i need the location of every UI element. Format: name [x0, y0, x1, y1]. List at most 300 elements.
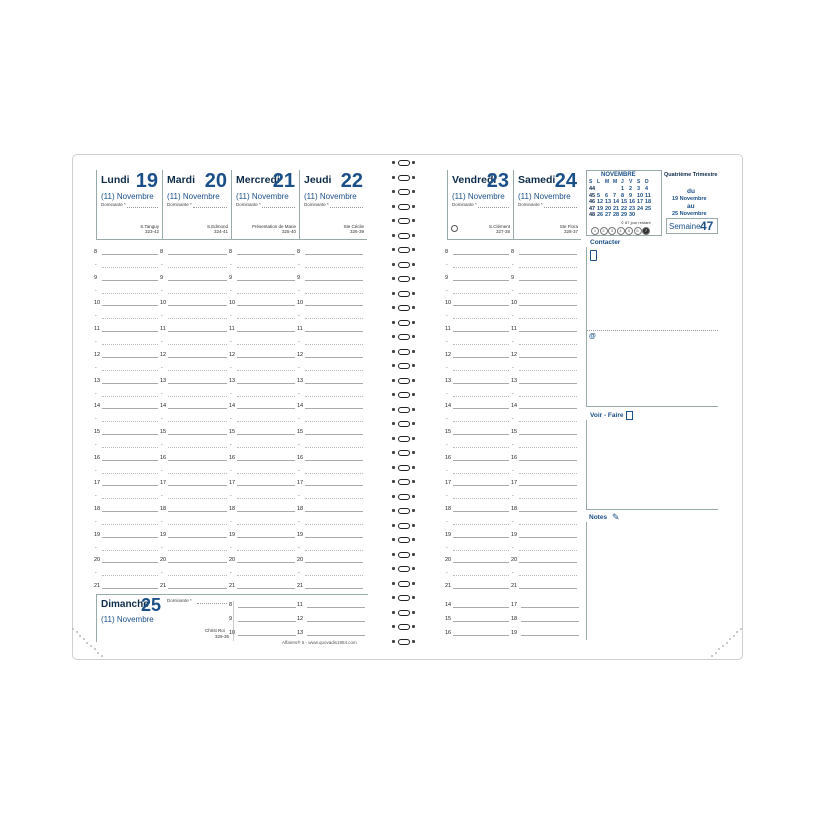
half-mark: -: [95, 390, 97, 397]
half-line: [102, 421, 158, 422]
saint-code: 323-42: [144, 229, 159, 234]
perforation-dot: [715, 652, 717, 654]
spiral-ring: [398, 247, 410, 253]
hour-line: [238, 607, 296, 608]
hour-label: 15: [297, 428, 304, 435]
hour-line: [305, 280, 363, 281]
hour-line: [453, 434, 509, 435]
hour-label: 17: [94, 480, 101, 487]
hour-line: [102, 588, 158, 589]
calendar-day: 12: [597, 199, 604, 205]
calendar-day: 28: [613, 212, 620, 218]
hour-line: [519, 305, 577, 306]
semaine-label: Semaine: [669, 222, 701, 231]
hour-label: 12: [511, 351, 518, 358]
spiral-hole: [412, 480, 415, 483]
hour-line: [453, 562, 509, 563]
hour-line: [238, 635, 296, 636]
half-mark: -: [298, 441, 300, 448]
calendar-weekday: L: [597, 179, 601, 185]
saint-code: 325-40: [281, 229, 296, 234]
day-number: 20: [204, 170, 227, 192]
hour-label: 17: [229, 480, 236, 487]
half-line: [102, 498, 158, 499]
day-header: [299, 170, 367, 240]
perforation-dot: [726, 642, 728, 644]
hour-line: [102, 460, 158, 461]
sunday-name: Dimanche: [101, 599, 149, 610]
calendar-day: 17: [637, 199, 644, 205]
saint-name: Ste Cécile: [343, 224, 364, 229]
hour-line: [102, 357, 158, 358]
half-mark: -: [446, 519, 448, 525]
notes-section: [586, 522, 718, 640]
half-mark: -: [230, 519, 232, 525]
half-line: [102, 318, 158, 319]
hour-line: [168, 588, 227, 589]
calendar-day: 18: [645, 199, 652, 205]
day-name: Mardi: [167, 174, 196, 186]
half-line: [305, 370, 363, 371]
at-icon: @: [589, 333, 596, 340]
spiral-hole: [392, 538, 395, 541]
perforation-dot: [722, 645, 724, 647]
calendar-day: 4: [645, 186, 649, 192]
hour-line: [102, 511, 158, 512]
day-month: (11) Novembre: [452, 192, 505, 201]
hour-line: [237, 434, 295, 435]
hour-line: [519, 254, 577, 255]
half-mark: -: [161, 441, 163, 448]
half-line: [237, 318, 295, 319]
day-name: Lundi: [101, 174, 130, 186]
spiral-hole: [392, 277, 395, 280]
contacter-divider: [586, 330, 718, 331]
hour-line: [519, 280, 577, 281]
spiral-hole: [392, 205, 395, 208]
dominante-line: [478, 207, 509, 208]
half-mark: -: [230, 339, 232, 346]
hour-label: 19: [445, 531, 452, 538]
spiral-ring: [398, 566, 410, 572]
half-line: [453, 396, 509, 397]
half-line: [168, 421, 227, 422]
calendar-weekday: S: [589, 179, 593, 185]
spiral-hole: [392, 321, 395, 324]
hour-label: 14: [445, 403, 452, 410]
half-line: [305, 524, 363, 525]
hour-label: 8: [229, 602, 233, 608]
hour-line: [453, 621, 509, 622]
spiral-hole: [412, 176, 415, 179]
half-mark: -: [512, 519, 514, 525]
spiral-hole: [392, 451, 395, 454]
hour-line: [237, 562, 295, 563]
hour-line: [453, 537, 509, 538]
hour-line: [237, 511, 295, 512]
half-mark: -: [95, 416, 97, 423]
day-header: [162, 170, 231, 240]
hour-label: 18: [229, 506, 236, 512]
hour-line: [102, 562, 158, 563]
saint-code: 324-41: [213, 229, 228, 234]
spiral-hole: [392, 480, 395, 483]
half-mark: -: [161, 416, 163, 423]
hour-label: 14: [160, 403, 167, 410]
hour-label: 19: [94, 531, 101, 538]
spiral-hole: [412, 567, 415, 570]
spiral-hole: [392, 422, 395, 425]
hour-label: 19: [160, 531, 167, 538]
calendar-day: 6: [605, 192, 609, 199]
hour-label: 17: [160, 480, 167, 487]
calendar-dot: 1: [591, 227, 599, 235]
calendar-day: 9: [629, 192, 633, 199]
spiral-hole: [392, 553, 395, 556]
half-mark: -: [230, 467, 232, 474]
calendar-day: 7: [613, 192, 617, 199]
half-line: [237, 473, 295, 474]
calendar-day: 30: [629, 212, 636, 218]
hour-line: [305, 511, 363, 512]
half-line: [453, 498, 509, 499]
hour-line: [519, 511, 577, 512]
hour-label: 16: [445, 454, 452, 461]
hour-line: [453, 511, 509, 512]
hour-line: [237, 331, 295, 332]
spiral-ring: [398, 508, 410, 514]
half-line: [168, 575, 227, 576]
hour-line: [519, 434, 577, 435]
spiral-hole: [412, 234, 415, 237]
hour-line: [237, 254, 295, 255]
half-line: [519, 370, 577, 371]
spiral-ring: [398, 218, 410, 224]
spiral-hole: [412, 277, 415, 280]
hour-line: [102, 408, 158, 409]
half-line: [168, 498, 227, 499]
half-line: [519, 396, 577, 397]
calendar-day: 1: [621, 186, 625, 192]
hour-line: [519, 537, 577, 538]
half-line: [519, 318, 577, 319]
hour-line: [305, 434, 363, 435]
half-line: [305, 473, 363, 474]
spiral-ring: [398, 175, 410, 181]
hour-line: [519, 408, 577, 409]
half-line: [102, 447, 158, 448]
hour-label: 13: [94, 377, 101, 384]
day-number: 23: [486, 170, 509, 192]
hour-line: [168, 434, 227, 435]
hour-line: [237, 588, 295, 589]
hour-label: 21: [511, 583, 518, 590]
hour-label: 10: [297, 300, 304, 307]
half-mark: -: [161, 493, 163, 500]
hour-label: 17: [511, 480, 518, 487]
perforation-dot: [90, 645, 92, 647]
hour-line: [453, 408, 509, 409]
half-mark: -: [298, 339, 300, 346]
half-line: [237, 293, 295, 294]
half-mark: -: [161, 339, 163, 346]
calendar-day: 14: [613, 199, 620, 205]
hour-line: [168, 460, 227, 461]
hour-label: 8: [160, 249, 164, 255]
half-mark: -: [512, 287, 514, 294]
half-line: [305, 421, 363, 422]
hour-label: 9: [229, 274, 233, 281]
hour-label: 10: [160, 300, 167, 307]
day-name: Jeudi: [304, 174, 332, 186]
half-mark: -: [512, 339, 514, 346]
hour-line: [237, 460, 295, 461]
calendar-weekday: J: [621, 179, 624, 185]
spiral-hole: [392, 625, 395, 628]
hour-label: 8: [297, 249, 301, 255]
calendar-day: 44: [589, 186, 596, 192]
day-number: 19: [135, 170, 158, 192]
saint-name: Présentation de Marie: [251, 224, 296, 229]
dominante-line: [193, 207, 227, 208]
half-line: [237, 344, 295, 345]
spiral-ring: [398, 465, 410, 471]
hour-line: [238, 621, 296, 622]
half-line: [453, 524, 509, 525]
calendar-weekday: V: [629, 179, 633, 185]
spiral-hole: [412, 379, 415, 382]
half-mark: -: [161, 313, 163, 320]
calendar-day: 22: [621, 205, 628, 212]
hour-label: 15: [445, 428, 452, 435]
half-line: [453, 318, 509, 319]
hour-line: [305, 408, 363, 409]
spiral-ring: [398, 334, 410, 340]
hour-line: [168, 562, 227, 563]
spiral-ring: [398, 305, 410, 311]
notes-label: Notes: [589, 514, 608, 521]
half-line: [168, 293, 227, 294]
half-line: [102, 550, 158, 551]
half-mark: -: [230, 287, 232, 294]
spiral-ring: [398, 276, 410, 282]
calendar-dot: 4: [617, 227, 625, 235]
spiral-hole: [392, 335, 395, 338]
half-mark: -: [161, 467, 163, 474]
half-mark: -: [512, 493, 514, 500]
trimestre-au: au: [687, 203, 695, 210]
day-saint: [252, 224, 296, 234]
hour-label: 21: [445, 583, 452, 590]
hour-label: 11: [94, 326, 100, 333]
saint-name: S.Clément: [488, 224, 510, 229]
hour-line: [519, 562, 577, 563]
trimestre-title: Quatrième Trimestre: [664, 172, 718, 178]
hour-label: 16: [94, 454, 101, 461]
half-mark: -: [161, 262, 163, 268]
hour-line: [305, 305, 363, 306]
hour-line: [521, 635, 579, 636]
hour-label: 18: [94, 506, 101, 512]
half-mark: -: [446, 390, 448, 397]
hour-line: [305, 357, 363, 358]
calendar-weekday: M: [613, 179, 618, 185]
hour-label: 20: [445, 557, 452, 564]
half-mark: -: [161, 364, 163, 371]
hour-line: [168, 331, 227, 332]
half-mark: -: [298, 493, 300, 500]
spiral-ring: [398, 610, 410, 616]
hour-line: [453, 254, 509, 255]
spiral-hole: [392, 350, 395, 353]
hour-label: 14: [297, 403, 304, 410]
hour-label: 20: [160, 557, 167, 564]
semaine-num: 47: [700, 219, 714, 233]
spiral-hole: [412, 219, 415, 222]
half-mark: -: [446, 262, 448, 268]
spiral-ring: [398, 160, 410, 166]
spiral-hole: [392, 263, 395, 266]
half-line: [168, 550, 227, 551]
calendar-day: 29: [621, 212, 628, 218]
hour-label: 19: [511, 630, 518, 636]
calendar-day: 23: [629, 205, 636, 212]
hour-line: [237, 408, 295, 409]
hour-label: 18: [445, 506, 452, 512]
hour-label: 20: [297, 557, 304, 564]
half-line: [168, 524, 227, 525]
spiral-hole: [392, 567, 395, 570]
hour-line: [307, 607, 365, 608]
hour-label: 8: [229, 249, 233, 255]
circle-icon: [451, 225, 458, 232]
hour-label: 9: [94, 274, 98, 281]
saint-name: S.Edmond: [206, 224, 228, 229]
half-mark: -: [512, 364, 514, 371]
spiral-hole: [412, 422, 415, 425]
spiral-hole: [412, 263, 415, 266]
hour-label: 12: [94, 351, 101, 358]
hour-label: 8: [511, 249, 515, 255]
hour-label: 21: [229, 583, 236, 590]
half-line: [237, 575, 295, 576]
hour-line: [453, 280, 509, 281]
hour-label: 19: [297, 531, 304, 538]
spiral-hole: [392, 582, 395, 585]
mini-calendar-title: NOVEMBRE: [601, 172, 636, 178]
half-line: [453, 370, 509, 371]
half-line: [305, 550, 363, 551]
half-mark: -: [512, 313, 514, 320]
half-mark: -: [512, 441, 514, 448]
spiral-hole: [412, 205, 415, 208]
footer-left: Affaires® 5 - www.quovadis1954.com: [282, 640, 357, 645]
spiral-ring: [398, 320, 410, 326]
spiral-hole: [412, 495, 415, 498]
spiral-ring: [398, 639, 410, 645]
hour-line: [168, 305, 227, 306]
spiral-ring: [398, 378, 410, 384]
spiral-hole: [412, 451, 415, 454]
hour-label: 14: [445, 602, 452, 608]
spiral-ring: [398, 450, 410, 456]
half-mark: -: [230, 390, 232, 397]
hour-line: [453, 588, 509, 589]
hour-line: [237, 305, 295, 306]
half-line: [168, 318, 227, 319]
day-saint: [560, 224, 578, 234]
hour-label: 9: [445, 274, 449, 281]
dominante-line: [127, 207, 158, 208]
perforation-dot: [72, 628, 74, 630]
hour-label: 17: [445, 480, 452, 487]
hour-label: 18: [297, 506, 304, 512]
hour-label: 16: [511, 454, 518, 461]
hour-line: [519, 331, 577, 332]
hour-label: 9: [297, 274, 301, 281]
half-mark: -: [230, 570, 232, 577]
hour-line: [168, 254, 227, 255]
hour-line: [168, 408, 227, 409]
half-line: [519, 473, 577, 474]
half-line: [519, 524, 577, 525]
half-line: [519, 498, 577, 499]
hour-label: 16: [445, 630, 452, 636]
spiral-hole: [412, 350, 415, 353]
hour-line: [305, 562, 363, 563]
half-mark: -: [298, 544, 300, 551]
day-dominante: Dominante *: [452, 202, 477, 207]
half-line: [519, 550, 577, 551]
half-line: [102, 344, 158, 345]
half-mark: -: [446, 416, 448, 423]
hour-line: [305, 331, 363, 332]
half-mark: -: [95, 287, 97, 294]
calendar-day: 10: [637, 192, 644, 199]
half-mark: -: [446, 339, 448, 346]
day-dominante: Dominante *: [236, 202, 261, 207]
calendar-day: 13: [605, 199, 612, 205]
spiral-ring: [398, 595, 410, 601]
hour-label: 17: [297, 480, 304, 487]
spiral-ring: [398, 624, 410, 630]
half-line: [453, 550, 509, 551]
hour-line: [519, 485, 577, 486]
hour-line: [168, 280, 227, 281]
hour-line: [453, 607, 509, 608]
hour-label: 16: [297, 454, 304, 461]
hour-line: [453, 383, 509, 384]
half-line: [305, 447, 363, 448]
half-line: [102, 575, 158, 576]
hour-label: 10: [94, 300, 101, 307]
hour-label: 15: [445, 616, 452, 622]
hour-line: [102, 305, 158, 306]
day-number: 22: [340, 170, 363, 192]
spiral-hole: [412, 190, 415, 193]
calendar-dot: 3: [608, 227, 616, 235]
voir-faire-section: [586, 420, 718, 510]
half-mark: -: [512, 416, 514, 423]
spiral-ring: [398, 291, 410, 297]
trimestre-box: [664, 170, 720, 236]
hour-line: [237, 485, 295, 486]
phone-icon: [590, 250, 597, 261]
calendar-day: 45: [589, 192, 596, 199]
half-line: [237, 524, 295, 525]
hour-line: [521, 607, 579, 608]
spiral-hole: [392, 306, 395, 309]
